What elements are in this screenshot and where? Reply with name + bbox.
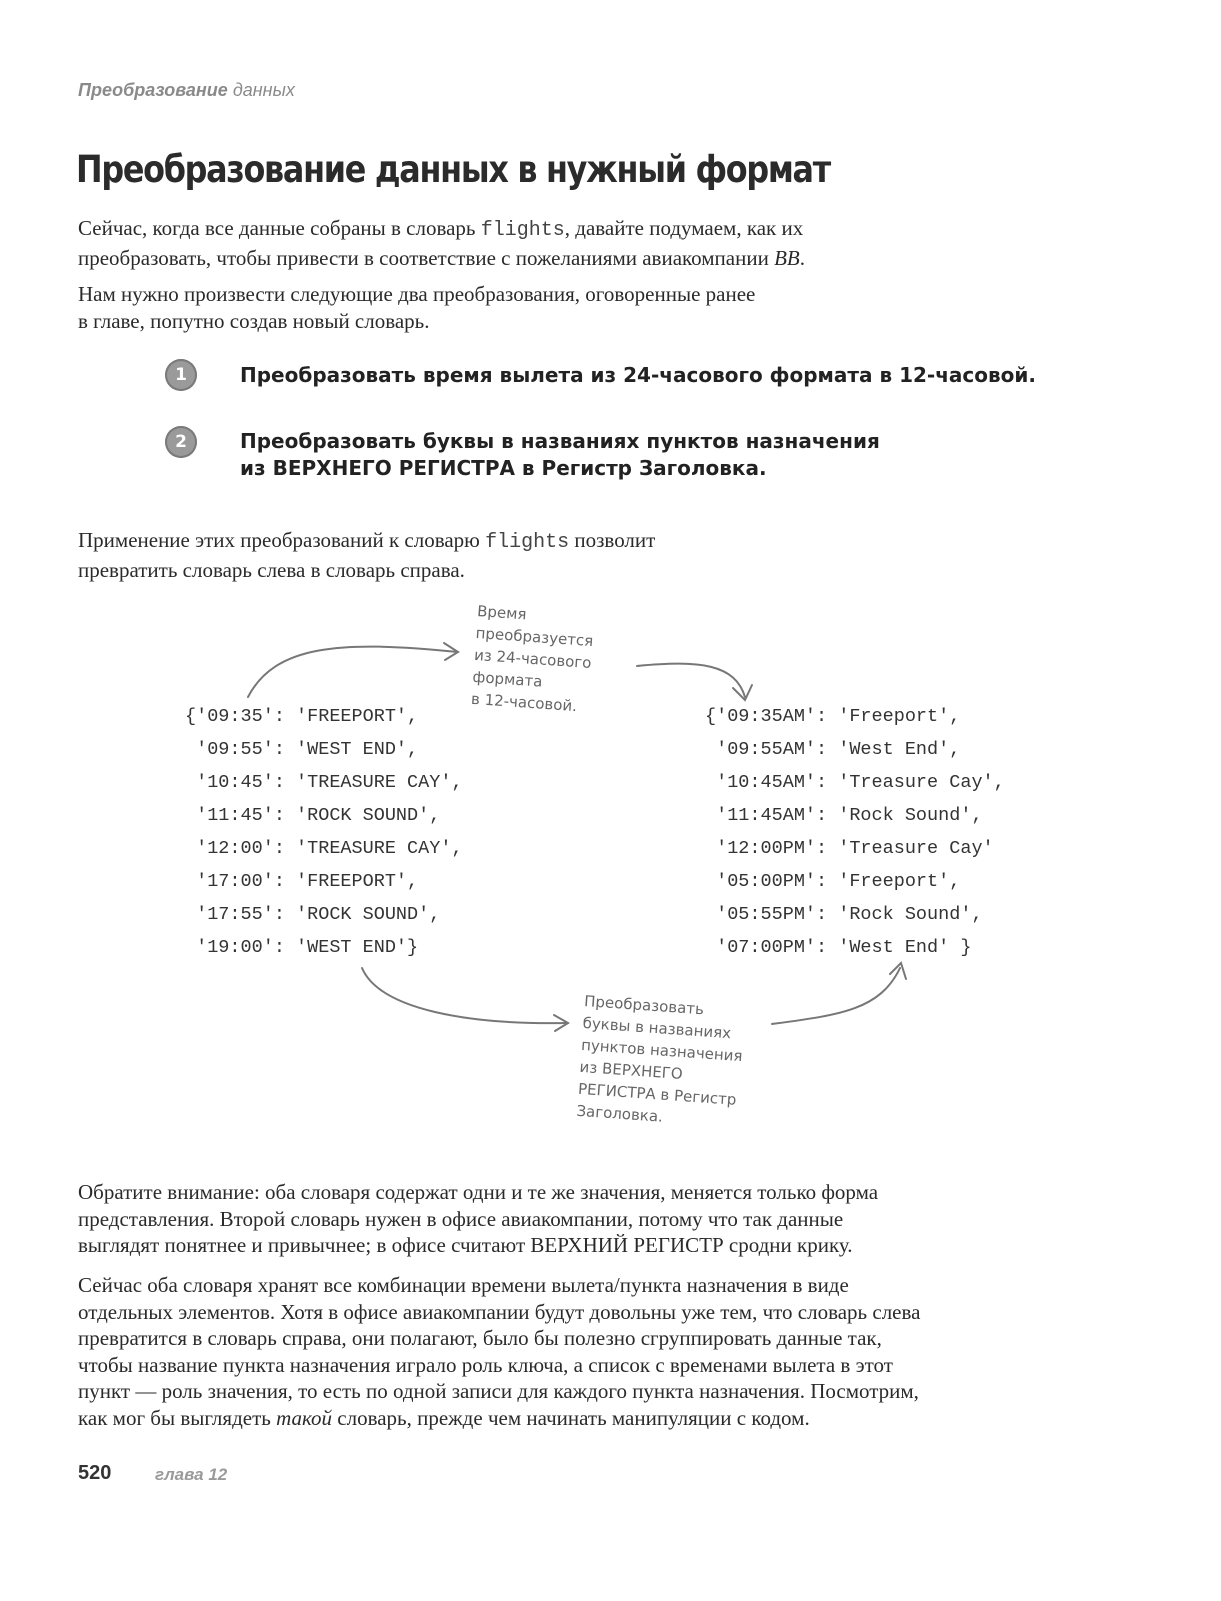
dict-left-line: '10:45': 'TREASURE CAY',: [185, 772, 463, 793]
apply-line-1: Применение этих преобразований к словарю flights позволит: [78, 528, 656, 554]
dict-left-line: '11:45': 'ROCK SOUND',: [185, 805, 441, 826]
step-1-text: Преобразовать время вылета из 24-часового формата в 12-часовой.: [240, 363, 1037, 387]
dict-left-line: '17:00': 'FREEPORT',: [185, 871, 419, 892]
body-paragraph-2: Сейчас оба словаря хранят все комбинации времени вылета/пункта назначения в виде отдельных элементов. Хотя в офисе авиакомпании будут довольны уже тем, что словарь слева превратится в словарь справа, они полагают, было бы полезно сгруппировать данные так, чтобы название пункта назначения играло роль ключа, а список с временами вылета в этот пункт — роль значения, то есть по одной записи для каждого пункта назначения. Посмотрим, как мог бы выглядеть такой словарь, прежде чем начинать манипуляции с кодом.: [78, 1273, 921, 1430]
emphasis-such: такой: [276, 1405, 333, 1430]
running-head-light: данных: [232, 80, 295, 100]
arrow-to-case-note: [362, 968, 568, 1023]
dict-left-line: '17:55': 'ROCK SOUND',: [185, 904, 441, 925]
arrow-to-right-dict: [637, 664, 745, 697]
dict-right-line: '05:55PM': 'Rock Sound',: [705, 904, 983, 925]
dict-right: [705, 700, 1005, 964]
dict-left-line: {'09:35': 'FREEPORT',: [185, 706, 419, 727]
dict-right-line: '07:00PM': 'West End' }: [705, 937, 972, 958]
intro-p2-line-2: в главе, попутно создав новый словарь.: [78, 308, 430, 333]
inline-code-flights-2: flights: [485, 531, 570, 554]
dict-left-line: '09:55': 'WEST END',: [185, 739, 419, 760]
step-2-badge: 2: [165, 426, 197, 458]
dict-right-line: '12:00PM': 'Treasure Cay': [705, 838, 994, 859]
body-paragraph-1: Обратите внимание: оба словаря содержат одни и те же значения, меняется только форма представления. Второй словарь нужен в офисе авиакомпании, потому что так данные выглядят понятнее и привычнее; в офисе считают ВЕРХНИЙ РЕГИСТР сродни крику.: [78, 1180, 879, 1257]
arrow-from-case-note: [772, 968, 900, 1024]
case-conversion-note: Преобразовать буквы в названиях пунктов назначения из ВЕРХНЕГО РЕГИСТРА в Регистр Заголовка.: [575, 991, 744, 1126]
step-2-text: Преобразовать буквы в названиях пунктов назначения из ВЕРХНЕГО РЕГИСТРА в Регистр Заголовка.: [240, 429, 880, 480]
intro-p2-line-1: Нам нужно произвести следующие два преобразования, оговоренные ранее: [78, 282, 756, 306]
dict-left: [185, 700, 463, 964]
dict-right-line: {'09:35AM': 'Freeport',: [705, 706, 961, 727]
page-number: 520: [78, 1462, 112, 1484]
page-title: Преобразование данных в нужный формат: [76, 148, 830, 191]
intro-line-2: преобразовать, чтобы привести в соответствие с пожеланиями авиакомпании BB.: [78, 245, 805, 270]
step-1-badge: 1: [165, 359, 197, 391]
time-conversion-note: Время преобразуется из 24-часового формата в 12-часовой.: [470, 601, 594, 716]
dict-right-line: '05:00PM': 'Freeport',: [705, 871, 961, 892]
inline-code-flights: flights: [480, 219, 565, 242]
chapter-label: глава 12: [155, 1465, 228, 1484]
dict-right-line: '10:45AM': 'Treasure Cay',: [705, 772, 1005, 793]
dict-right-line: '09:55AM': 'West End',: [705, 739, 961, 760]
arrow-to-time-note: [248, 647, 458, 697]
dict-left-line: '12:00': 'TREASURE CAY',: [185, 838, 463, 859]
running-head-bold: Преобразование: [78, 80, 228, 100]
intro-line-1: Сейчас, когда все данные собраны в словарь flights, давайте подумаем, как их: [78, 216, 804, 242]
airline-name: BB: [774, 245, 800, 270]
apply-line-2: превратить словарь слева в словарь справа.: [78, 557, 465, 582]
dict-left-line: '19:00': 'WEST END'}: [185, 937, 419, 958]
dict-right-line: '11:45AM': 'Rock Sound',: [705, 805, 983, 826]
